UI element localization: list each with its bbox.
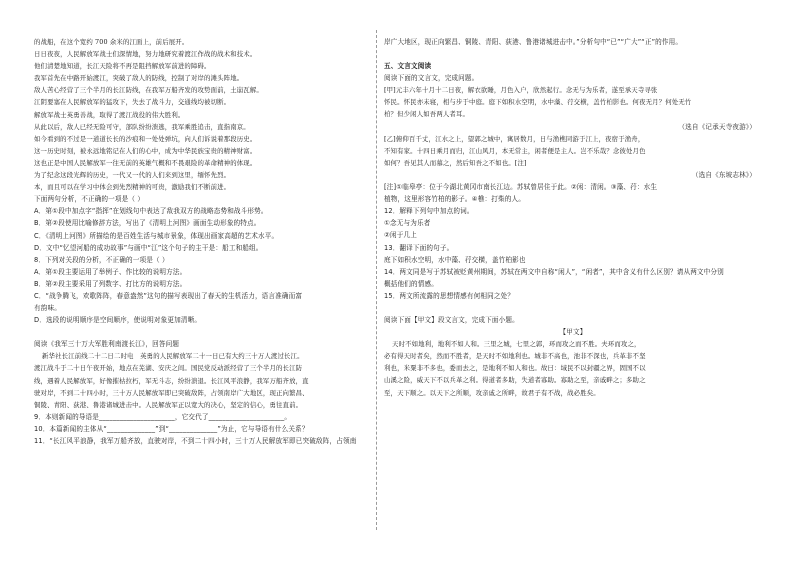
question-15: 15．两文所流露的思想情感有何相同之处？ (384, 291, 515, 300)
passage-line: 敌人苦心经营了三个半月的长江防线，在我军万船齐发的攻势面前，土崩瓦解。 (34, 86, 263, 95)
news-line: 铜陵、青阳、荻港、鲁港诸城进击中。人民解放军正以宽大的决心，坚定的信心，勇往直前。 (34, 400, 303, 409)
question-8: 8．下列对关段的分析，不正确的一项是（ ） (34, 255, 169, 264)
passage-line: 本，而且可以在学习中体会到先烈精神的可贵，激励我们不断前进。 (34, 183, 231, 192)
question-8-option-a[interactable]: A．第①段主要运用了举例子、作比较的说明方法。 (34, 267, 187, 276)
reading-prompt-2: 阅读下面【甲文】段文言文，完成下面小题。 (384, 315, 519, 324)
jia-text-line: 柏？但少闲人如吾两人者耳。 (384, 110, 470, 119)
yi-text-line: 如何？吾见其人而慕之，然后知吾之不如也。[注] (384, 158, 527, 167)
passage-line: 这也正是中国人民解放军一往无前的英雄气概和不畏艰险的革命精神的体现。 (34, 158, 257, 167)
jia2-line: 利也，米粟非不多也，委而去之，是地利不如人和也。故曰：域民不以封疆之界，固国不以 (384, 364, 646, 373)
question-11: 11．“长江风平浪静，我军万船齐放，直驶对岸，不到二十四小时，三十万人民解放军即已突破敌阵，占领南 (34, 437, 357, 445)
question-7-option-b[interactable]: B．第②段使用比喻修辞方法，写出了《清明上河图》画面生动形象的特点。 (34, 219, 261, 228)
question-12: 12．解释下列句中加点的词。 (384, 207, 474, 216)
question-7-lead: 下面两句分析，不正确的一项是（ ） (34, 195, 145, 204)
passage-line: 我军首先在中路开始渡江，突破了敌人的防线，控制了对岸的滩头阵地。 (34, 74, 244, 83)
passage-line: 这一历史时刻，被永远地铭记在人们的心中，成为中华民族宝贵的精神财富。 (34, 146, 257, 155)
passage-line: 江阴要塞在人民解放军的猛攻下，失去了战斗力，交通线均被切断。 (34, 98, 231, 107)
question-10[interactable]: 10．本篇新闻的主体从“______________”到“______________”为止，它与导语有什么关系？ (34, 424, 309, 433)
jia2-line: 山溪之险，威天下不以兵革之利。得道者多助，失道者寡助。寡助之至，亲戚畔之；多助之 (384, 376, 646, 385)
question-12-item: ①念无与为乐者 (384, 219, 431, 228)
passage-line: 日日夜夜，人民解放军战士们深情地，努力地研究着渡江作战的战术和技术。 (34, 50, 257, 59)
question-13: 13．翻译下面的句子。 (384, 243, 454, 252)
jia2-line: 天时不如地利，地利不如人和。三里之城，七里之郭，环而攻之而不胜。夫环而攻之， (392, 340, 641, 349)
reading-title: 阅读《我军三十万大军胜利南渡长江》，回答问题 (34, 340, 180, 349)
notes-line: 植物，这里形容竹柏的影子。④樵：打柴的人。 (384, 195, 525, 204)
news-line: 驶对岸，不到二十四小时，三十万人民解放军即已突破敌阵，占领南岸广大地区，现正向繁昌、 (34, 388, 309, 397)
question-11-cont: 岸广大地区，现正向繁昌、铜陵、青阳、荻港、鲁港诸城进击中。”分析句中“已”“广大”“正”的作用。 (384, 38, 683, 46)
question-14-cont: 概括他们的情感。 (384, 279, 438, 288)
passage-line: 如今看到的不过是一道道长长的沙痕和一处处弹坑，向人们诉说着那段历史。 (34, 134, 257, 143)
question-8-option-c-cont: 有韵味。 (34, 304, 61, 313)
passage-line: 的战船，在这个宽约 700 余米的江面上，前后展开。 (34, 38, 189, 46)
passage-line: 他们清楚地知道，长江天险将不再是阻挡解放军前进的障碍。 (34, 62, 211, 71)
question-12-item: ②闲于几上 (384, 231, 418, 240)
news-line: 渡江战斗于二十日午夜开始，地点在芜湖、安庆之间。国民党反动派经营了三个半月的长江防 (34, 364, 303, 373)
section-5-heading: 五、文言文阅读 (384, 62, 432, 71)
jia2-line: 至，天下顺之。以天下之所顺，攻亲戚之所畔，故君子有不战，战必胜矣。 (384, 388, 600, 397)
question-14: 14．两文同是写于苏轼被贬黄州期间，苏轼在两文中自称“闲人”，“闲者”，其中含义有什么区别？请从两文中分别 (384, 267, 724, 276)
column-divider (376, 30, 377, 530)
passage-line: 解放军战士英勇善战，取得了渡江战役的伟大胜利。 (34, 110, 185, 119)
reading-prompt: 阅读下面的文言文，完成问题。 (384, 74, 479, 83)
news-line: 新华社长江前线二十二日二时电 英勇的人民解放军二十一日已有大约三十万人渡过长江。 (42, 352, 304, 361)
yi-source: （选自《东坡志林》） (691, 170, 756, 179)
jia-title: 【甲文】 (559, 328, 587, 337)
question-8-option-d[interactable]: D．选段的说明顺序是空间顺序，使说明对象更加清晰。 (34, 316, 202, 325)
passage-text (34, 36, 370, 193)
jia-text-line: 怀民。怀民亦未寝，相与步于中庭。庭下如积水空明，水中藻、荇交横，盖竹柏影也。何夜无月？何处无竹 (384, 98, 692, 107)
question-7-option-d[interactable]: D．文中“忆望河船的成功故事”与画中“江”这个句子的主干是：船工和船组。 (34, 243, 263, 252)
question-8-option-c[interactable]: C．“战争腾飞，欢歌阵阵，春意盎然”这句的描写表现出了春天的生机活力，语言准确而富 (34, 291, 303, 300)
left-column (34, 36, 370, 447)
news-line: 线，遇着人民解放军，好像摧枯拉朽，军无斗志，纷纷溃退。长江风平浪静，我军万船齐放，直 (34, 376, 309, 385)
right-column (384, 36, 762, 399)
passage-line: 为了纪念这段光辉的历史，一代又一代的人们来到这里，缅怀先烈。 (34, 171, 231, 180)
question-8-option-b[interactable]: B．第②段主要采用了列数字、打比方的说明方法。 (34, 279, 187, 288)
notes-line: [注]①临皋亭：位于今湖北黄冈市南长江边。苏轼曾居住于此。②闲：清闲。③藻、荇：水生 (384, 183, 658, 192)
yi-text-line: [乙]俯仰百千丈，江水之上，望郭之城中，寓居数月，日与渔樵同游于江上，夜宿于渔舟， (384, 134, 645, 143)
question-9[interactable]: 9．本则新闻的导语是______________________，它交代了______________________。 (34, 412, 292, 421)
jia-source: （选自《记承天寺夜游》） (678, 122, 756, 131)
passage-line: 从此以后，敌人已经无险可守，部队纷纷溃逃，我军乘胜追击，直指南京。 (34, 122, 250, 131)
question-7-option-c[interactable]: C．《清明上河图》所描绘的是百姓生活与城市景象，体现出画家高超的艺术水平。 (34, 231, 279, 240)
jia2-line: 必有得天时者矣，然而不胜者，是天时不如地利也。城非不高也，池非不深也，兵革非不坚 (384, 352, 646, 361)
question-13-item: 庭下如积水空明，水中藻、荇交横，盖竹柏影也 (384, 255, 526, 264)
jia-text-line: [甲]元丰六年十月十二日夜，解衣欲睡，月色入户，欣然起行。念无与为乐者，遂至承天寺寻张 (384, 86, 658, 95)
yi-text-line: 不知有家。十四日乘月而归，江山风月，本无常主，闲者便是主人。岂不乐哉？念彼处月色 (384, 146, 646, 155)
question-7-option-a[interactable]: A．第①段中加点字“指挥”在划线句中表达了敌我双方的战略态势和战斗形势。 (34, 207, 268, 216)
